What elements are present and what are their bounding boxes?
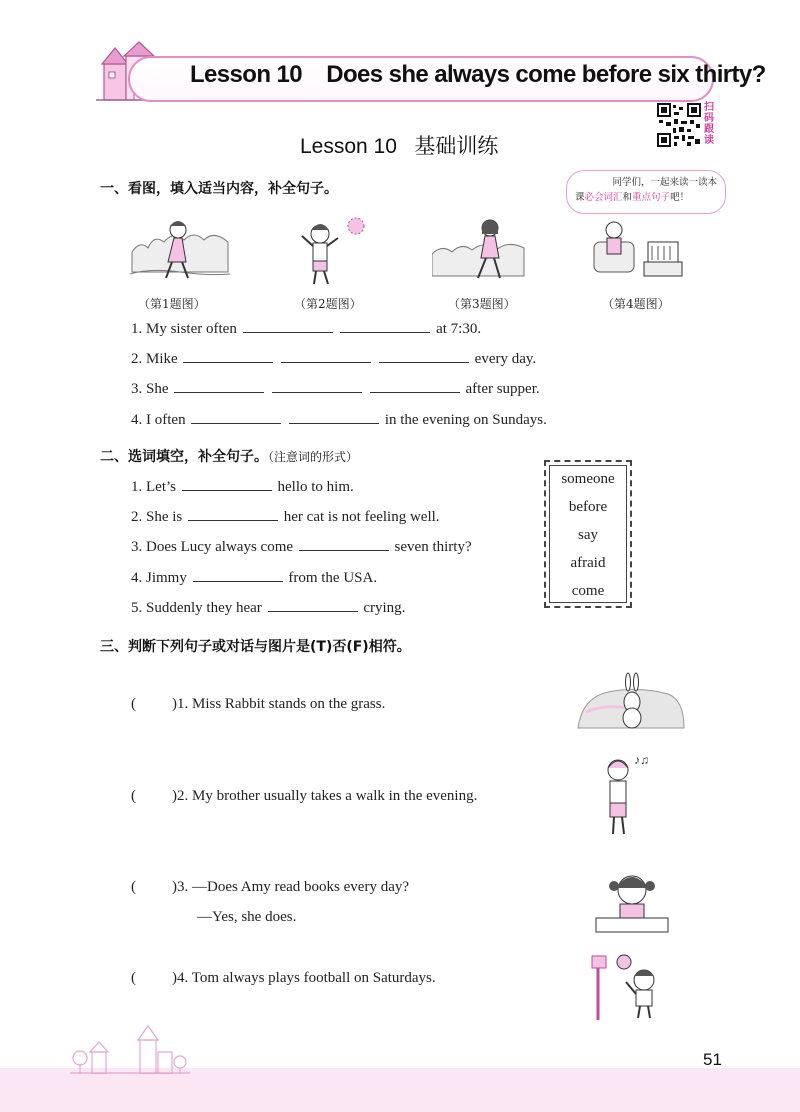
word-bank-item: say	[578, 527, 598, 543]
qr-code-icon[interactable]	[657, 103, 701, 147]
answer-blank[interactable]	[299, 538, 389, 551]
bubble-line2: 课必会词汇和重点句子吧！	[575, 192, 690, 203]
answer-blank[interactable]	[182, 478, 272, 491]
answer-paren[interactable]: ( )	[131, 696, 177, 712]
answer-blank[interactable]	[174, 380, 264, 393]
word-bank-item: before	[568, 499, 608, 515]
page-title: Lesson 10 基础训练	[300, 135, 499, 158]
picture-boy-playing-basketball	[584, 952, 668, 1022]
answer-blank[interactable]	[243, 320, 333, 333]
answer-blank[interactable]	[272, 380, 362, 393]
picture-boy-listening-music	[596, 752, 656, 838]
picture-1-girl-in-park	[130, 212, 230, 292]
answer-blank[interactable]	[370, 380, 460, 393]
s3-question-2: ( )2. My brother usually takes a walk in the evening.	[131, 788, 478, 804]
s3-question-4: ( )4. Tom always plays football on Saturdays.	[131, 970, 436, 986]
banner-title: Lesson 10 Does she always come before six thirty?	[190, 61, 766, 88]
scan-to-read-label: 扫 码 跟 读	[704, 102, 714, 146]
picture-girl-at-desk	[594, 866, 670, 936]
s3-question-3: ( )3. —Does Amy read books every day?	[131, 879, 410, 895]
reading-tip-bubble	[566, 170, 726, 214]
section2-title: 二、选词填空，补全句子。（注意词的形式）	[100, 449, 359, 465]
picture-4-boy-watching-tv	[590, 212, 690, 292]
answer-blank[interactable]	[268, 599, 358, 612]
s2-question-3: 3. Does Lucy always come seven thirty?	[131, 539, 472, 555]
section2-note: （注意词的形式）	[268, 450, 359, 464]
bubble-line1: 同学们，一起来读一读本	[612, 177, 717, 188]
picture-rabbit-on-grass	[576, 668, 686, 734]
answer-blank[interactable]	[281, 350, 371, 363]
page-number: 51	[703, 1050, 722, 1069]
answer-paren[interactable]: ( )	[131, 970, 177, 986]
answer-blank[interactable]	[191, 411, 281, 424]
caption-1: （第1题图）	[138, 297, 206, 311]
s1-question-3: 3. She after supper.	[131, 381, 540, 397]
word-bank-item: come	[571, 583, 605, 599]
svg-text:♪♫: ♪♫	[634, 753, 649, 767]
answer-blank[interactable]	[379, 350, 469, 363]
picture-2-boy-morning-exercise	[286, 212, 386, 292]
answer-blank[interactable]	[193, 569, 283, 582]
s3-question-3-answer: —Yes, she does.	[197, 909, 297, 925]
answer-blank[interactable]	[340, 320, 430, 333]
s2-question-4: 4. Jimmy from the USA.	[131, 570, 378, 586]
s2-question-2: 2. She is her cat is not feeling well.	[131, 509, 440, 525]
answer-blank[interactable]	[289, 411, 379, 424]
picture-3-girl-walking	[432, 212, 532, 292]
answer-blank[interactable]	[188, 508, 278, 521]
caption-3: （第3题图）	[448, 297, 516, 311]
word-bank-item: afraid	[570, 555, 606, 571]
word-bank-item: someone	[561, 471, 615, 487]
section3-title: 三、判断下列句子或对话与图片是(T)否(F)相符。	[100, 639, 411, 655]
footer-band	[0, 1068, 800, 1112]
answer-paren[interactable]: ( )	[131, 879, 177, 895]
s2-question-1: 1. Let’s hello to him.	[131, 479, 354, 495]
s1-question-2: 2. Mike every day.	[131, 351, 537, 367]
answer-blank[interactable]	[183, 350, 273, 363]
caption-2: （第2题图）	[294, 297, 362, 311]
s3-question-1: ( )1. Miss Rabbit stands on the grass.	[131, 696, 386, 712]
s1-question-1: 1. My sister often at 7:30.	[131, 321, 482, 337]
caption-4: （第4题图）	[602, 297, 670, 311]
s2-question-5: 5. Suddenly they hear crying.	[131, 600, 406, 616]
footer-castle-illustration	[70, 1022, 190, 1074]
section1-title: 一、看图，填入适当内容，补全句子。	[100, 181, 338, 197]
answer-paren[interactable]: ( )	[131, 788, 177, 804]
s1-question-4: 4. I often in the evening on Sundays.	[131, 412, 547, 428]
